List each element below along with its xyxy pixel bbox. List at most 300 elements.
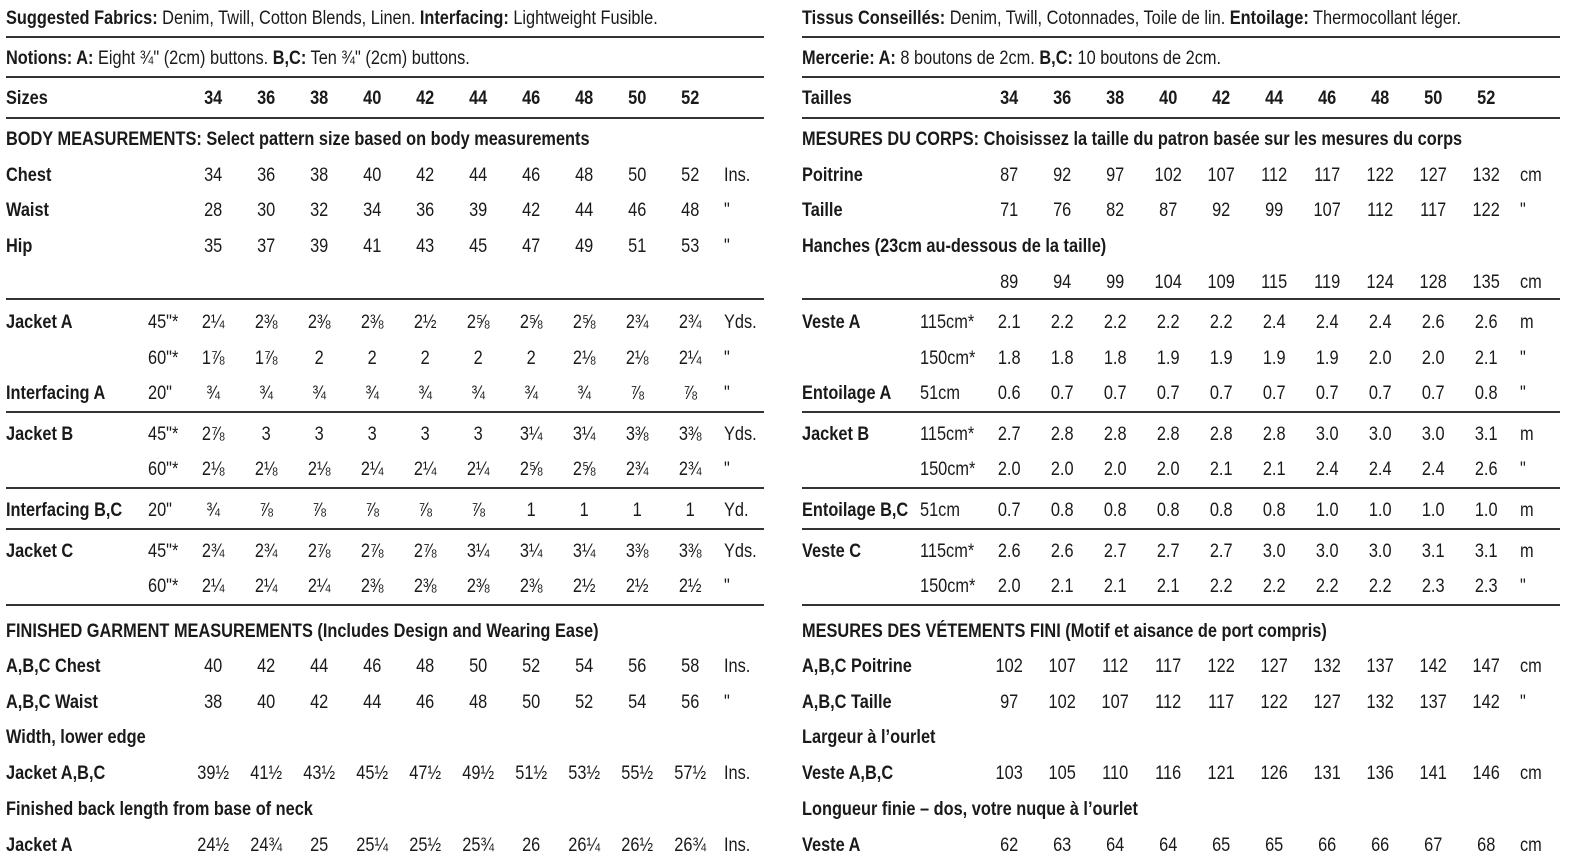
notions-line — [802, 42, 1461, 76]
unit-label: " — [1519, 383, 1526, 404]
unit-label: " — [723, 459, 730, 480]
size-cell: 48 — [1371, 88, 1390, 109]
interfacing-label: Entoilage: — [1229, 8, 1309, 29]
value-cell: 28 — [204, 200, 223, 221]
value-cell: 141 — [1419, 763, 1447, 784]
table-row — [6, 306, 757, 340]
value-cell: 3.1 — [1474, 424, 1498, 445]
row-label: Jacket B — [802, 424, 870, 445]
value-cell: 2⅛ — [572, 348, 596, 369]
notions-label: Notions: — [6, 48, 73, 69]
value-cell: 2⅞ — [307, 541, 331, 562]
value-cell: 1.0 — [1474, 500, 1498, 521]
value-cell: 1.0 — [1368, 500, 1392, 521]
value-cell: 2⅝ — [572, 459, 596, 480]
value-cell: 2.1 — [997, 312, 1021, 333]
value-cell: 49½ — [462, 763, 495, 784]
value-cell: 1⅞ — [254, 348, 278, 369]
value-cell: 112 — [1102, 656, 1129, 677]
value-cell: 3.0 — [1421, 424, 1445, 445]
table-row — [6, 829, 751, 863]
value-cell: 48 — [681, 200, 700, 221]
value-cell: 51½ — [515, 763, 548, 784]
size-cell: 38 — [1106, 88, 1125, 109]
value-cell: 2.2 — [1315, 576, 1339, 597]
notions-line — [6, 42, 665, 76]
sizes-row — [802, 82, 1496, 116]
value-cell: 2¼ — [307, 576, 331, 597]
unit-label: " — [723, 348, 730, 369]
value-cell: ⅞ — [683, 383, 698, 404]
value-cell: 52 — [575, 692, 594, 713]
notions-label: Mercerie: — [802, 48, 875, 69]
unit-label: m — [1519, 312, 1534, 333]
value-cell: 43 — [416, 236, 435, 257]
value-cell: 0.8 — [1156, 500, 1180, 521]
value-cell: 24½ — [197, 835, 230, 856]
value-cell: 2.6 — [1474, 459, 1498, 480]
value-cell: 2.6 — [1421, 312, 1445, 333]
value-cell: 1 — [685, 500, 695, 521]
width-heading-text: Width, lower edge — [6, 727, 146, 748]
value-cell: 2½ — [572, 576, 596, 597]
table-row — [6, 535, 757, 569]
value-cell: 46 — [628, 200, 647, 221]
value-cell: 49 — [575, 236, 594, 257]
value-cell: 58 — [681, 656, 700, 677]
size-cell: 50 — [1424, 88, 1443, 109]
divider — [802, 604, 1560, 606]
value-cell: 122 — [1207, 656, 1235, 677]
row-label: A,B,C Waist — [6, 692, 98, 713]
table-row — [6, 686, 730, 720]
value-cell: 26½ — [621, 835, 654, 856]
value-cell: 2¾ — [678, 312, 702, 333]
table-row — [802, 159, 1542, 193]
value-cell: 66 — [1371, 835, 1390, 856]
table-row — [6, 342, 730, 376]
size-cell: 42 — [1212, 88, 1231, 109]
size-cell: 50 — [628, 88, 647, 109]
value-cell: 1.9 — [1156, 348, 1180, 369]
value-cell: 2½ — [413, 312, 437, 333]
value-cell: 45 — [469, 236, 488, 257]
divider — [6, 76, 764, 78]
value-cell: 2.8 — [1209, 424, 1233, 445]
value-cell: 2.4 — [1421, 459, 1445, 480]
value-cell: 0.7 — [1103, 383, 1127, 404]
value-cell: 2.7 — [997, 424, 1021, 445]
notions-bc-label: B,C: — [272, 48, 307, 69]
value-cell: 102 — [1154, 165, 1182, 186]
unit-label: " — [723, 692, 730, 713]
value-cell: 0.7 — [1262, 383, 1286, 404]
value-cell: ¾ — [524, 383, 539, 404]
fabric-width: 150cm* — [919, 576, 976, 597]
value-cell: 47½ — [409, 763, 442, 784]
value-cell: 1.0 — [1421, 500, 1445, 521]
value-cell: 116 — [1155, 763, 1182, 784]
value-cell: 53½ — [568, 763, 601, 784]
row-label: Entoilage B,C — [802, 500, 909, 521]
value-cell: 2.2 — [1156, 312, 1180, 333]
value-cell: 102 — [995, 656, 1023, 677]
value-cell: 2⅜ — [360, 312, 384, 333]
unit-label: " — [723, 576, 730, 597]
sizes-row — [6, 82, 700, 116]
table-row — [802, 535, 1534, 569]
unit-label: " — [1519, 692, 1526, 713]
value-cell: 2.1 — [1103, 576, 1127, 597]
value-cell: 89 — [1000, 272, 1019, 293]
value-cell: 42 — [257, 656, 276, 677]
value-cell: 2.4 — [1315, 459, 1339, 480]
divider — [6, 487, 764, 489]
value-cell: 1 — [579, 500, 589, 521]
size-cell: 48 — [575, 88, 594, 109]
value-cell: 26 — [522, 835, 541, 856]
value-cell: 3 — [420, 424, 430, 445]
value-cell: 122 — [1366, 165, 1394, 186]
value-cell: 62 — [1000, 835, 1019, 856]
value-cell: 47 — [522, 236, 541, 257]
value-cell: 2⅜ — [413, 576, 437, 597]
value-cell: 0.7 — [1209, 383, 1233, 404]
value-cell: ⅞ — [471, 500, 486, 521]
size-cell: 46 — [1318, 88, 1337, 109]
value-cell: 127 — [1313, 692, 1341, 713]
length-heading-text: Finished back length from base of neck — [6, 799, 313, 820]
table-row — [6, 570, 730, 604]
table-row — [6, 418, 757, 452]
value-cell: 3.0 — [1262, 541, 1286, 562]
value-cell: 2.2 — [1103, 312, 1127, 333]
value-cell: 2¾ — [625, 459, 649, 480]
value-cell: 2⅝ — [572, 312, 596, 333]
value-cell: 99 — [1265, 200, 1284, 221]
value-cell: 2¼ — [360, 459, 384, 480]
row-label: Poitrine — [802, 165, 863, 186]
value-cell: 2¼ — [466, 459, 490, 480]
value-cell: 50 — [469, 656, 488, 677]
value-cell: 26¼ — [568, 835, 601, 856]
value-cell: 30 — [257, 200, 276, 221]
value-cell: 2 — [367, 348, 377, 369]
fabric-width: 45"* — [147, 424, 179, 445]
row-label: Hip — [6, 236, 33, 257]
value-cell: 24¾ — [250, 835, 283, 856]
value-cell: 3 — [314, 424, 324, 445]
divider — [802, 487, 1560, 489]
value-cell: 3.0 — [1368, 541, 1392, 562]
finished-heading-text: FINISHED GARMENT MEASUREMENTS (Includes Design and Wearing Ease) — [6, 621, 599, 642]
value-cell: 52 — [522, 656, 541, 677]
value-cell: 107 — [1313, 200, 1341, 221]
value-cell: 132 — [1313, 656, 1341, 677]
value-cell: 124 — [1366, 272, 1394, 293]
divider — [6, 36, 764, 38]
row-label: Veste A — [802, 312, 861, 333]
value-cell: 2.0 — [1156, 459, 1180, 480]
value-cell: 38 — [310, 165, 329, 186]
value-cell: 2.1 — [1156, 576, 1180, 597]
value-cell: 2⅜ — [254, 312, 278, 333]
value-cell: 147 — [1472, 656, 1500, 677]
value-cell: 3 — [473, 424, 483, 445]
value-cell: 25¾ — [462, 835, 495, 856]
row-label: Veste A — [802, 835, 861, 856]
value-cell: 2.6 — [1050, 541, 1074, 562]
value-cell: 2⅞ — [360, 541, 384, 562]
divider — [802, 36, 1560, 38]
value-cell: 105 — [1048, 763, 1076, 784]
value-cell: 3¼ — [519, 424, 543, 445]
value-cell: 87 — [1000, 165, 1019, 186]
row-label: A,B,C Chest — [6, 656, 101, 677]
value-cell: 46 — [522, 165, 541, 186]
size-cell: 42 — [416, 88, 435, 109]
value-cell: 64 — [1106, 835, 1125, 856]
value-cell: 51 — [628, 236, 647, 257]
unit-label: " — [1519, 459, 1526, 480]
value-cell: 25 — [310, 835, 329, 856]
unit-label: " — [723, 236, 730, 257]
fabric-width: 60"* — [147, 348, 179, 369]
table-row — [6, 757, 751, 791]
value-cell: 36 — [257, 165, 276, 186]
value-cell: 25¼ — [356, 835, 389, 856]
divider — [802, 76, 1560, 78]
hip-heading — [802, 230, 1461, 264]
value-cell: 2.2 — [1368, 576, 1392, 597]
value-cell: 112 — [1367, 200, 1394, 221]
value-cell: 65 — [1212, 835, 1231, 856]
value-cell: 37 — [257, 236, 276, 257]
value-cell: 2¾ — [625, 312, 649, 333]
value-cell: 2.7 — [1209, 541, 1233, 562]
value-cell: 2.4 — [1262, 312, 1286, 333]
value-cell: 2¼ — [201, 576, 225, 597]
value-cell: 102 — [1048, 692, 1076, 713]
fabric-width: 150cm* — [919, 348, 976, 369]
size-cell: 46 — [522, 88, 541, 109]
fabric-width: 150cm* — [919, 459, 976, 480]
size-cell: 36 — [1053, 88, 1072, 109]
table-row — [802, 453, 1526, 487]
finished-heading-text: MESURES DES VÉTEMENTS FINI (Motif et aisance de port compris) — [802, 621, 1327, 642]
value-cell: 42 — [416, 165, 435, 186]
value-cell: ¾ — [577, 383, 592, 404]
row-label: Interfacing B,C — [6, 500, 123, 521]
value-cell: 117 — [1420, 200, 1447, 221]
table-row — [6, 453, 730, 487]
value-cell: 97 — [1106, 165, 1125, 186]
value-cell: 121 — [1207, 763, 1235, 784]
value-cell: 94 — [1053, 272, 1072, 293]
unit-label: Ins. — [723, 656, 751, 677]
value-cell: 76 — [1053, 200, 1072, 221]
value-cell: 2 — [526, 348, 536, 369]
value-cell: 2½ — [625, 576, 649, 597]
value-cell: 2¾ — [201, 541, 225, 562]
value-cell: 39 — [310, 236, 329, 257]
value-cell: 2.2 — [1209, 576, 1233, 597]
value-cell: 109 — [1207, 272, 1235, 293]
value-cell: 2⅞ — [201, 424, 225, 445]
unit-label: cm — [1519, 272, 1542, 293]
value-cell: 103 — [995, 763, 1023, 784]
value-cell: 2¾ — [254, 541, 278, 562]
value-cell: 92 — [1053, 165, 1072, 186]
row-label: Jacket C — [6, 541, 74, 562]
sizes-label: Tailles — [802, 88, 852, 109]
body-heading-text: MESURES DU CORPS: Choisissez la taille du patron basée sur les mesures du corps — [802, 129, 1463, 150]
value-cell: 3 — [367, 424, 377, 445]
value-cell: 2⅜ — [360, 576, 384, 597]
row-label: Veste C — [802, 541, 862, 562]
size-cell: 36 — [257, 88, 276, 109]
divider — [6, 298, 764, 300]
value-cell: ¾ — [418, 383, 433, 404]
table-row — [802, 266, 1542, 300]
value-cell: 1.8 — [1050, 348, 1074, 369]
value-cell: 2.8 — [1156, 424, 1180, 445]
value-cell: 2¼ — [201, 312, 225, 333]
value-cell: 42 — [310, 692, 329, 713]
value-cell: 2½ — [678, 576, 702, 597]
row-label: Veste A,B,C — [802, 763, 894, 784]
row-label: Taille — [802, 200, 843, 221]
fabric-width: 115cm* — [919, 541, 975, 562]
value-cell: 2.3 — [1421, 576, 1445, 597]
value-cell: ⅞ — [259, 500, 274, 521]
value-cell: 2.1 — [1262, 459, 1286, 480]
interfacing-value: Thermocollant léger. — [1308, 8, 1462, 29]
finished-heading — [802, 615, 1461, 649]
value-cell: 56 — [628, 656, 647, 677]
value-cell: 43½ — [303, 763, 336, 784]
unit-label: " — [1519, 576, 1526, 597]
value-cell: 45½ — [356, 763, 389, 784]
notions-a-label: A: — [72, 48, 94, 69]
value-cell: 2⅞ — [413, 541, 437, 562]
fabric-width: 45"* — [147, 312, 179, 333]
value-cell: 36 — [416, 200, 435, 221]
value-cell: 132 — [1366, 692, 1394, 713]
value-cell: 40 — [257, 692, 276, 713]
value-cell: ¾ — [471, 383, 486, 404]
value-cell: 2.3 — [1474, 576, 1498, 597]
divider — [6, 117, 764, 119]
value-cell: 40 — [204, 656, 223, 677]
value-cell: 3.0 — [1368, 424, 1392, 445]
width-heading-text: Largeur à l’ourlet — [802, 727, 936, 748]
value-cell: 41 — [363, 236, 382, 257]
size-cell: 34 — [1000, 88, 1019, 109]
value-cell: 2.1 — [1209, 459, 1233, 480]
value-cell: 1⅞ — [201, 348, 225, 369]
value-cell: 54 — [628, 692, 647, 713]
value-cell: 146 — [1472, 763, 1500, 784]
value-cell: 137 — [1366, 656, 1394, 677]
value-cell: 0.7 — [1368, 383, 1392, 404]
fabrics-value: Denim, Twill, Cotton Blends, Linen. — [157, 8, 420, 29]
notions-bc-label: B,C: — [1039, 48, 1073, 69]
value-cell: 41½ — [250, 763, 283, 784]
value-cell: 117 — [1314, 165, 1341, 186]
row-label: Interfacing A — [6, 383, 106, 404]
size-cell: 40 — [363, 88, 382, 109]
divider — [6, 604, 764, 606]
value-cell: 131 — [1313, 763, 1341, 784]
value-cell: 2¼ — [254, 576, 278, 597]
value-cell: 48 — [469, 692, 488, 713]
value-cell: 142 — [1419, 656, 1447, 677]
value-cell: 112 — [1155, 692, 1182, 713]
value-cell: 3 — [261, 424, 271, 445]
table-row — [802, 570, 1526, 604]
value-cell: 107 — [1101, 692, 1129, 713]
value-cell: 26¾ — [674, 835, 707, 856]
unit-label: Yds. — [723, 424, 757, 445]
value-cell: 3⅜ — [625, 541, 649, 562]
value-cell: 0.6 — [997, 383, 1021, 404]
table-row — [802, 306, 1534, 340]
value-cell: 1.0 — [1315, 500, 1339, 521]
value-cell: 2.4 — [1368, 459, 1392, 480]
value-cell: 2 — [314, 348, 324, 369]
fabric-width: 45"* — [147, 541, 179, 562]
value-cell: 68 — [1477, 835, 1496, 856]
value-cell: 54 — [575, 656, 594, 677]
value-cell: 2⅝ — [466, 312, 490, 333]
unit-label: m — [1519, 424, 1534, 445]
value-cell: ¾ — [206, 383, 221, 404]
fabric-width: 20" — [147, 500, 172, 521]
value-cell: 25½ — [409, 835, 442, 856]
value-cell: 2.7 — [1156, 541, 1180, 562]
value-cell: 34 — [363, 200, 382, 221]
fabric-width: 20" — [147, 383, 172, 404]
divider — [802, 528, 1560, 530]
value-cell: 3⅜ — [678, 541, 702, 562]
table-row — [802, 757, 1542, 791]
value-cell: 2.6 — [1474, 312, 1498, 333]
value-cell: ⅞ — [630, 383, 645, 404]
row-label: A,B,C Poitrine — [802, 656, 912, 677]
value-cell: 2.8 — [1103, 424, 1127, 445]
sizes-label: Sizes — [6, 88, 48, 109]
body-heading — [802, 123, 1461, 157]
divider — [6, 411, 764, 413]
value-cell: 0.8 — [1103, 500, 1127, 521]
value-cell: 66 — [1318, 835, 1337, 856]
value-cell: 2.0 — [997, 576, 1021, 597]
table-row — [802, 494, 1534, 528]
row-label: Jacket B — [6, 424, 74, 445]
value-cell: 46 — [416, 692, 435, 713]
value-cell: 3.1 — [1474, 541, 1498, 562]
value-cell: 1.9 — [1209, 348, 1233, 369]
unit-label: Ins. — [723, 763, 751, 784]
hip-heading-text: Hanches (23cm au-dessous de la taille) — [802, 236, 1107, 257]
fabric-width: 60"* — [147, 576, 179, 597]
value-cell: 112 — [1261, 165, 1288, 186]
value-cell: ⅞ — [418, 500, 433, 521]
value-cell: 2.2 — [1209, 312, 1233, 333]
value-cell: 115 — [1261, 272, 1288, 293]
size-cell: 44 — [469, 88, 488, 109]
